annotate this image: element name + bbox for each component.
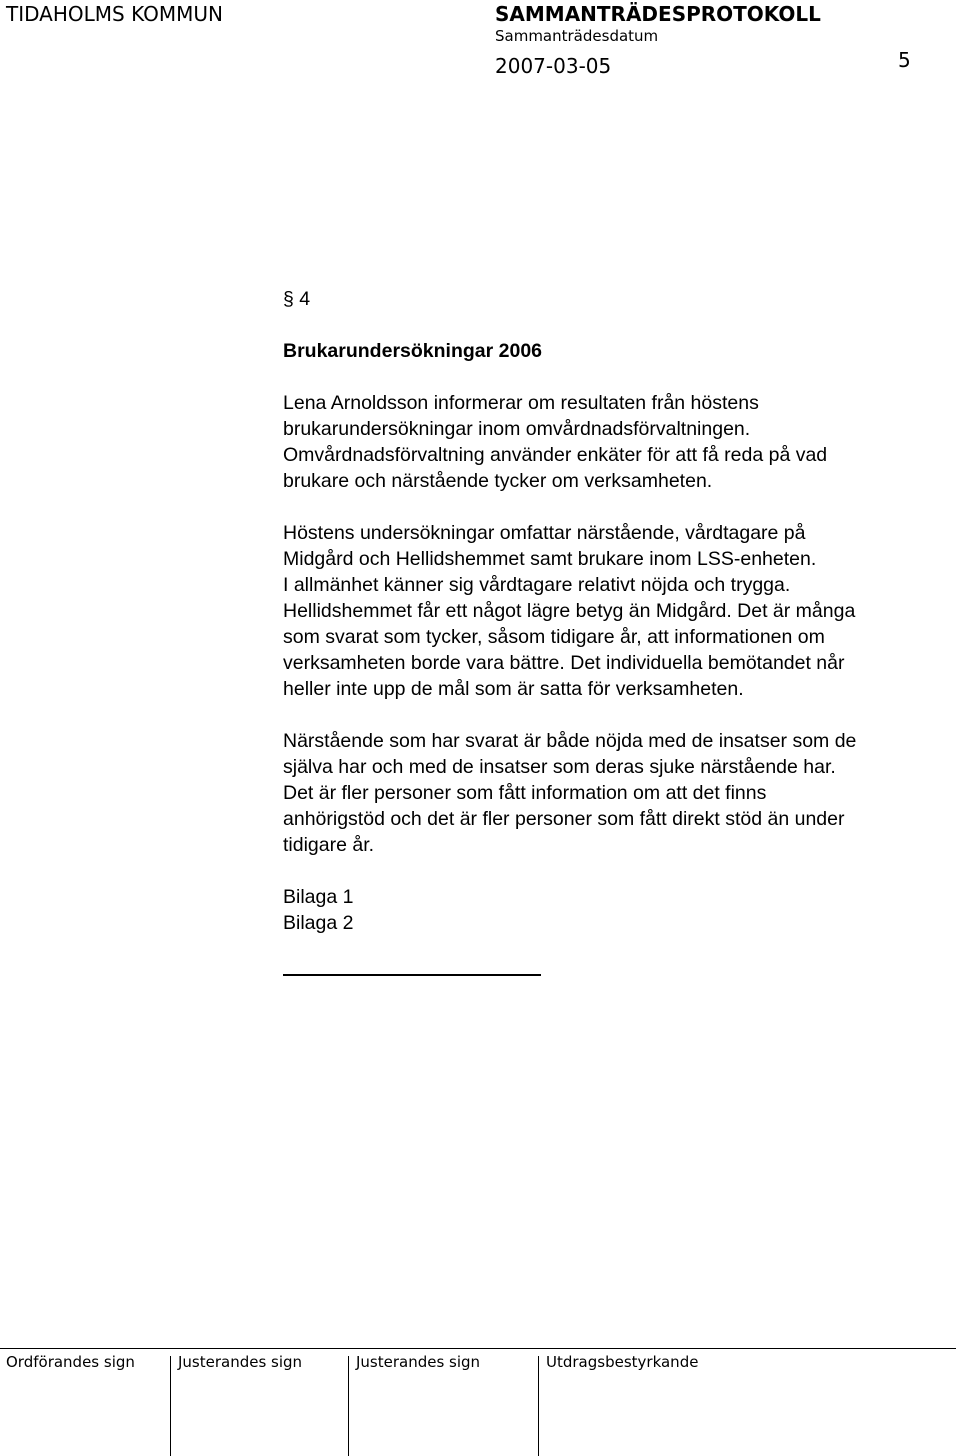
- section-content: [283, 286, 953, 936]
- paragraph-number: § 4: [283, 288, 311, 310]
- paragraph-3: [283, 728, 953, 858]
- paragraph-line: I allmänhet känner sig vårdtagare relativt nöjda och trygga.: [283, 574, 791, 596]
- paragraph-line: heller inte upp de mål som är satta för verksamheten.: [283, 678, 744, 700]
- section-title: Brukarundersökningar 2006: [283, 340, 543, 362]
- paragraph-line: Midgård och Hellidshemmet samt brukare inom LSS-enheten.: [283, 548, 817, 570]
- paragraph-line: Det är fler personer som fått information om att det finns: [283, 782, 767, 804]
- paragraph-line: Hellidshemmet får ett något lägre betyg än Midgård. Det är många: [283, 600, 856, 622]
- attachments-list: [283, 884, 953, 936]
- document-type: SAMMANTRÄDESPROTOKOLL: [495, 2, 821, 26]
- organization-name: TIDAHOLMS KOMMUN: [6, 2, 223, 26]
- attachment-1: Bilaga 1: [283, 886, 354, 908]
- paragraph-line: anhörigstöd och det är fler personer som fått direkt stöd än under: [283, 808, 845, 830]
- paragraph-line: brukare och närstående tycker om verksamheten.: [283, 470, 713, 492]
- signature-certification: Utdragsbestyrkande: [546, 1353, 699, 1371]
- paragraph-line: verksamheten borde vara bättre. Det individuella bemötandet når: [283, 652, 845, 674]
- attachment-2: Bilaga 2: [283, 912, 354, 934]
- section-end-rule: [283, 974, 541, 976]
- paragraph-1: [283, 390, 953, 494]
- signature-adjuster-2: Justerandes sign: [356, 1353, 481, 1371]
- paragraph-line: Höstens undersökningar omfattar närstående, vårdtagare på: [283, 522, 806, 544]
- signature-divider: [538, 1356, 539, 1456]
- paragraph-line: som svarat som tycker, såsom tidigare år, att informationen om: [283, 626, 825, 648]
- page-number: 5: [898, 48, 911, 72]
- signature-divider: [170, 1356, 171, 1456]
- paragraph-2: [283, 520, 953, 702]
- signature-chair: Ordförandes sign: [6, 1353, 135, 1371]
- paragraph-line: Lena Arnoldsson informerar om resultaten från höstens: [283, 392, 759, 414]
- meeting-date-label: Sammanträdesdatum: [495, 27, 659, 45]
- paragraph-line: brukarundersökningar inom omvårdnadsförvaltningen.: [283, 418, 751, 440]
- paragraph-line: Omvårdnadsförvaltning använder enkäter för att få reda på vad: [283, 444, 828, 466]
- meeting-date: 2007-03-05: [495, 54, 612, 78]
- signature-divider: [348, 1356, 349, 1456]
- paragraph-line: själva har och med de insatser som deras sjuke närstående har.: [283, 756, 836, 778]
- footer-divider: [0, 1348, 956, 1349]
- signature-adjuster-1: Justerandes sign: [178, 1353, 303, 1371]
- paragraph-line: Närstående som har svarat är både nöjda med de insatser som de: [283, 730, 857, 752]
- paragraph-line: tidigare år.: [283, 834, 375, 856]
